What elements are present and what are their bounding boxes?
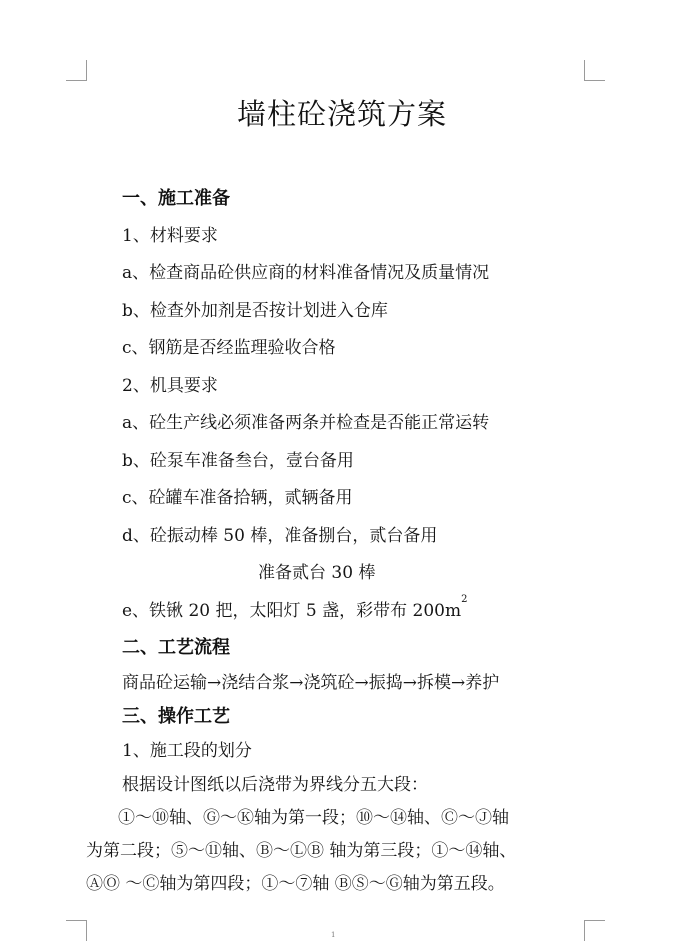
subheading-equipment: 2、机具要求: [122, 376, 218, 396]
crop-mark-bottom-left: [66, 920, 87, 941]
equipment-item-b: b、砼泵车准备叁台，壹台备用: [122, 451, 354, 471]
crop-mark-top-right: [584, 60, 605, 81]
equipment-item-e: [122, 596, 467, 621]
crop-mark-top-left: [66, 60, 87, 81]
superscript-2: 2: [461, 594, 468, 605]
segment-line-3: ⒶⓄ ～Ⓒ轴为第四段；①～⑦轴 ⒷⓈ～Ⓖ轴为第五段。: [86, 874, 505, 894]
section-heading-preparation: 一、施工准备: [122, 188, 230, 209]
subheading-materials: 1、材料要求: [122, 226, 218, 246]
materials-item-a: a、检查商品砼供应商的材料准备情况及质量情况: [122, 263, 490, 283]
section-heading-operation: 三、操作工艺: [122, 706, 230, 727]
segment-line-1: ①～⑩轴、Ⓖ～Ⓚ轴为第一段；⑩～⑭轴、Ⓒ～Ⓙ轴: [118, 808, 509, 828]
materials-item-c: c、钢筋是否经监理验收合格: [122, 338, 336, 358]
subheading-segment-division: 1、施工段的划分: [122, 741, 252, 761]
crop-mark-bottom-right: [584, 920, 605, 941]
equipment-item-d: d、砼振动棒 50 棒，准备捌台，贰台备用: [122, 526, 438, 546]
equipment-item-c: c、砼罐车准备拾辆，贰辆备用: [122, 488, 353, 508]
segment-intro: 根据设计图纸以后浇带为界线分五大段：: [122, 775, 428, 795]
process-flow: 商品砼运输→浇结合浆→浇筑砼→振捣→拆模→养护: [122, 673, 500, 693]
equipment-item-e-text: e、铁锹 20 把，太阳灯 5 盏，彩带布 200m: [122, 601, 462, 621]
page-number: 1: [331, 931, 336, 939]
document-title: 墙柱砼浇筑方案: [236, 97, 447, 131]
equipment-item-d-note: 准备贰台 30 棒: [258, 563, 376, 583]
section-heading-process: 二、工艺流程: [122, 637, 230, 658]
materials-item-b: b、检查外加剂是否按计划进入仓库: [122, 301, 388, 321]
equipment-item-a: a、砼生产线必须准备两条并检查是否能正常运转: [122, 413, 490, 433]
segment-line-2: 为第二段；⑤～⑪轴、Ⓑ～ⓁⒷ 轴为第三段；①～⑭轴、: [86, 841, 517, 861]
